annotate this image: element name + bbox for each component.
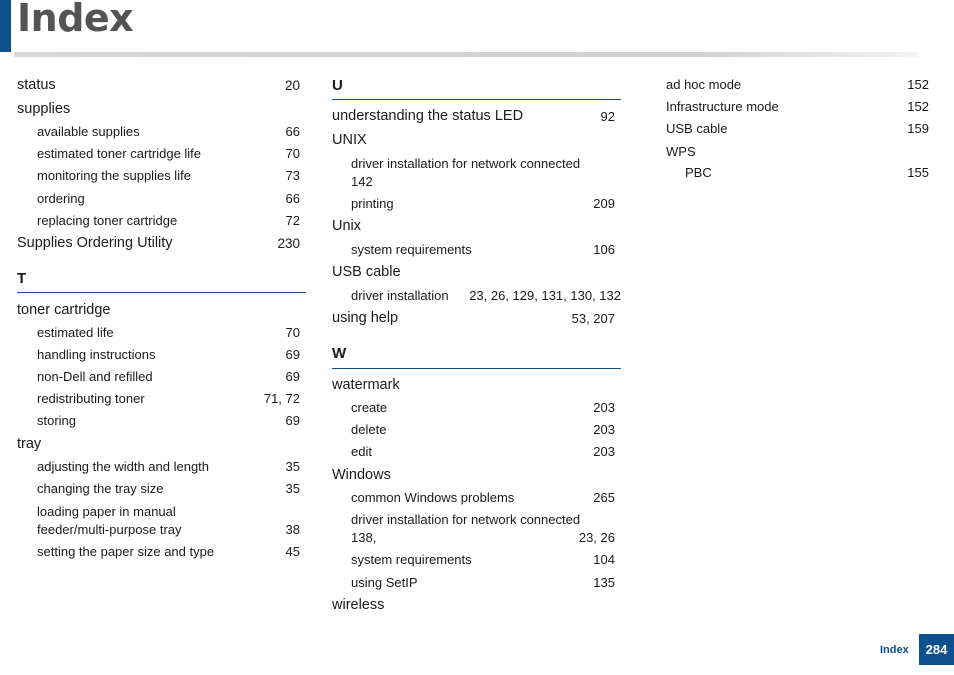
entry-supplies-ordering-utility: Supplies Ordering Utility — [17, 235, 173, 251]
subentry-adjusting-width-length: adjusting the width and length — [37, 459, 210, 474]
page-ref-status: 20 — [284, 78, 300, 93]
subentry-available-supplies: available supplies — [37, 124, 140, 139]
page-ref-infrastructure-mode: 152 — [907, 99, 929, 114]
subentry-estimated-life: estimated life — [37, 325, 114, 340]
page-ref-estimated-life: 70 — [285, 325, 300, 340]
subentry-handling-instructions: handling instructions — [37, 347, 156, 362]
page-ref-handling-instructions: 69 — [285, 347, 300, 362]
page-ref-available-supplies: 66 — [285, 124, 300, 139]
page-ref-setting-paper-size: 45 — [285, 544, 300, 559]
entry-usb-cable: USB cable — [332, 264, 401, 280]
page-ref-windows-system-requirements: 104 — [593, 552, 615, 567]
entry-toner-cartridge: toner cartridge — [17, 302, 111, 318]
subentry-estimated-toner-life: estimated toner cartridge life — [37, 146, 202, 161]
page-ref-replacing-toner: 72 — [285, 213, 300, 228]
subentry-infrastructure-mode: Infrastructure mode — [666, 99, 779, 114]
page-ref-understanding-status-led: 92 — [600, 109, 615, 124]
entry-windows: Windows — [332, 467, 391, 483]
subentry-ordering: ordering — [37, 191, 85, 206]
page-ref-pbc: 155 — [907, 165, 929, 180]
page-number: 284 — [925, 642, 948, 657]
entry-unix: Unix — [332, 218, 362, 234]
subentry-windows-system-requirements: system requirements — [351, 552, 472, 567]
entry-watermark: watermark — [332, 377, 400, 393]
subentry-using-setip: using SetIP — [351, 575, 418, 590]
footer-section-label: Index — [880, 644, 909, 656]
page-ref-ad-hoc-mode: 152 — [907, 77, 929, 92]
subentry-redistributing-toner: redistributing toner — [37, 391, 145, 406]
page-ref-edit: 203 — [593, 444, 615, 459]
subentry-unix-driver-line1: driver installation for network connected — [351, 156, 581, 171]
page-ref-storing: 69 — [285, 413, 300, 428]
page-ref-adjusting-width-length: 35 — [285, 459, 300, 474]
subentry-pbc: PBC — [685, 165, 712, 180]
page-ref-create: 203 — [593, 400, 615, 415]
subentry-monitoring-supplies: monitoring the supplies life — [37, 168, 191, 183]
section-rule-w — [332, 368, 621, 369]
section-rule-u — [332, 99, 621, 100]
subentry-loading-paper-line2: feeder/multi-purpose tray — [37, 522, 182, 537]
header-rule — [14, 52, 919, 57]
subentry-common-windows-problems: common Windows problems — [351, 490, 515, 505]
page-number-badge — [919, 634, 954, 665]
page-ref-redistributing-toner: 71, 72 — [263, 391, 300, 406]
page-ref-changing-tray-size: 35 — [285, 481, 300, 496]
page-ref-usb-driver-installation: 23, 26, 129, 131, 130, 132 — [469, 288, 621, 303]
subentry-wps: WPS — [666, 144, 696, 159]
page-ref-delete: 203 — [593, 422, 615, 437]
subentry-ad-hoc-mode: ad hoc mode — [666, 77, 742, 92]
subentry-loading-paper-line1: loading paper in manual — [37, 504, 176, 519]
subentry-unix-system-requirements: system requirements — [351, 242, 472, 257]
page-ref-ordering: 66 — [285, 191, 300, 206]
subentry-delete: delete — [351, 422, 387, 437]
entry-understanding-status-led: understanding the status LED — [332, 108, 524, 124]
page-ref-unix-system-requirements: 106 — [593, 242, 615, 257]
subentry-windows-driver-line1: driver installation for network connected — [351, 512, 581, 527]
entry-unix-upper: UNIX — [332, 132, 367, 148]
entry-tray: tray — [17, 436, 42, 452]
subentry-windows-driver-line2: 138, — [351, 530, 377, 545]
subentry-storing: storing — [37, 413, 77, 428]
section-letter-t: T — [17, 270, 27, 287]
subentry-changing-tray-size: changing the tray size — [37, 481, 164, 496]
subentry-printing: printing — [351, 196, 394, 211]
page-ref-supplies-ordering-utility: 230 — [277, 236, 300, 251]
page-ref-monitoring-supplies: 73 — [285, 168, 300, 183]
entry-status: status — [17, 77, 56, 93]
page-ref-windows-driver: 23, 26 — [578, 530, 615, 545]
entry-wireless: wireless — [332, 597, 385, 613]
subentry-unix-driver-line2: 142 — [351, 174, 373, 189]
entry-supplies: supplies — [17, 101, 71, 117]
page-ref-common-windows-problems: 265 — [593, 490, 615, 505]
subentry-edit: edit — [351, 444, 372, 459]
section-letter-u: U — [332, 77, 343, 94]
section-rule-t — [17, 292, 306, 293]
subentry-setting-paper-size: setting the paper size and type — [37, 544, 215, 559]
subentry-replacing-toner: replacing toner cartridge — [37, 213, 178, 228]
header-accent-bar — [0, 0, 11, 52]
page-ref-usb-cable: 159 — [907, 121, 929, 136]
entry-using-help: using help — [332, 310, 399, 326]
subentry-usb-driver-installation: driver installation — [351, 288, 449, 303]
page-ref-printing: 209 — [593, 196, 615, 211]
page-title: Index — [17, 0, 134, 40]
page-ref-non-dell-refilled: 69 — [285, 369, 300, 384]
page-ref-estimated-toner-life: 70 — [285, 146, 300, 161]
section-letter-w: W — [332, 345, 347, 362]
page-ref-using-help: 53, 207 — [571, 311, 615, 326]
subentry-create: create — [351, 400, 388, 415]
page-ref-loading-paper: 38 — [285, 522, 300, 537]
page-ref-using-setip: 135 — [593, 575, 615, 590]
subentry-usb-cable: USB cable — [666, 121, 728, 136]
subentry-non-dell-refilled: non-Dell and refilled — [37, 369, 153, 384]
